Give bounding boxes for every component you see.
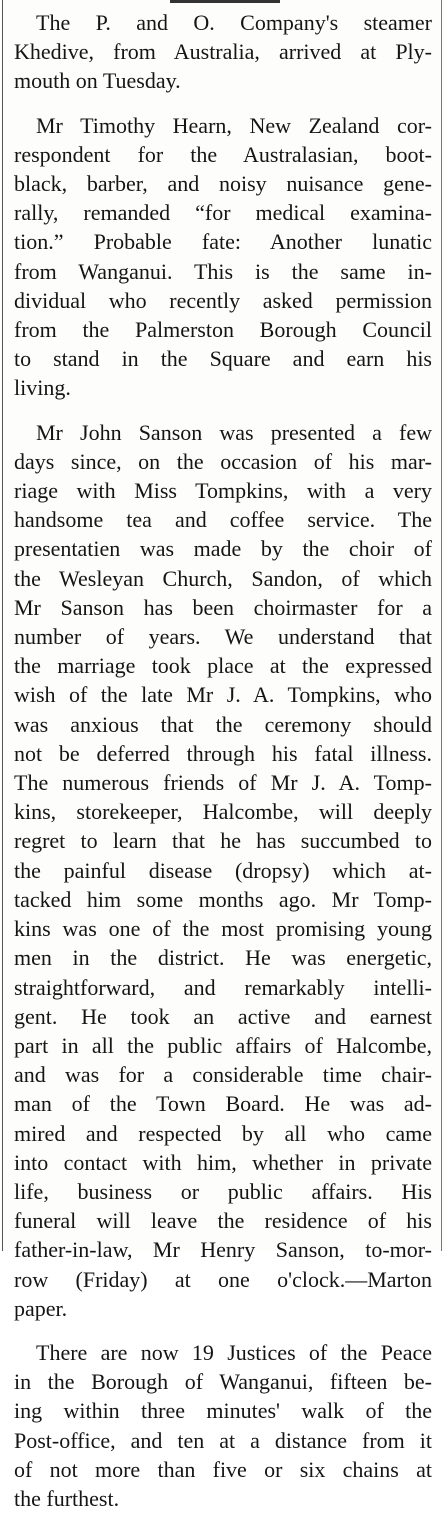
text-line: row (Friday) at one o'clock.—Marton (14, 1266, 432, 1292)
text-line: ing within three minutes' walk of the (14, 1398, 432, 1424)
text-line: funeral will leave the residence of his (14, 1208, 432, 1234)
text-line: tacked him some months ago. Mr Tomp- (14, 886, 432, 912)
text-line: tion.” Probable fate: Another lunatic (14, 229, 432, 255)
text-line: rally, remanded “for medical examina- (14, 200, 432, 226)
text-line: wish of the late Mr J. A. Tompkins, who (14, 682, 432, 708)
text-line: mired and respected by all who came (14, 1120, 432, 1146)
paragraph-hearn (14, 111, 432, 403)
text-line: days since, on the occasion of his mar- (14, 448, 432, 474)
text-line: straightforward, and remarkably intelli- (14, 974, 432, 1000)
text-line: black, barber, and noisy nuisance gene- (14, 171, 432, 197)
text-line: not be deferred through his fatal illness. (14, 740, 432, 766)
text-line: men in the district. He was energetic, (14, 945, 432, 971)
top-separator-rule (170, 0, 280, 3)
text-line: in the Borough of Wanganui, fifteen be- (14, 1369, 432, 1395)
text-line: Khedive, from Australia, arrived at Ply- (14, 39, 432, 65)
text-line: Mr Timothy Hearn, New Zealand cor- (36, 112, 432, 138)
text-line: gent. He took an active and earnest (14, 1003, 432, 1029)
text-line: paper. (14, 1295, 68, 1321)
text-line: Post-office, and ten at a distance from it (14, 1427, 432, 1453)
left-column-rule (2, 0, 3, 1251)
text-line: life, business or public affairs. His (14, 1178, 432, 1204)
text-line: The P. and O. Company's steamer (36, 10, 432, 35)
text-line: There are now 19 Justices of the Peace (36, 1339, 432, 1365)
right-column-rule (441, 0, 442, 1251)
text-line: Mr John Sanson was presented a few (36, 419, 432, 445)
text-line: presentatien was made by the choir of (14, 536, 432, 562)
text-line: into contact with him, whether in private (14, 1149, 432, 1175)
text-line: from Wanganui. This is the same in- (14, 258, 432, 284)
text-line: the furthest. (14, 1485, 120, 1511)
text-line: dividual who recently asked permission (14, 287, 432, 313)
text-line: the painful disease (dropsy) which at- (14, 857, 432, 883)
text-line: of not more than five or six chains at (14, 1456, 432, 1482)
text-line: to stand in the Square and earn his (14, 346, 432, 372)
text-line: The numerous friends of Mr J. A. Tomp- (14, 770, 432, 796)
text-line: the marriage took place at the expressed (14, 653, 432, 679)
text-line: man of the Town Board. He was ad- (14, 1091, 432, 1117)
text-line: kins, storekeeper, Halcombe, will deeply (14, 799, 432, 825)
text-line: from the Palmerston Borough Council (14, 317, 432, 343)
paragraph-khedive (14, 8, 432, 96)
text-line: was anxious that the ceremony should (14, 711, 432, 737)
text-line: the Wesleyan Church, Sandon, of which (14, 565, 432, 591)
text-line: mouth on Tuesday. (14, 68, 181, 94)
text-line: father-in-law, Mr Henry Sanson, to-mor- (14, 1237, 432, 1263)
paragraph-sanson (14, 418, 432, 1323)
text-line: kins was one of the most promising young (14, 916, 432, 942)
article-column (14, 8, 432, 1528)
text-line: riage with Miss Tompkins, with a very (14, 478, 432, 504)
paragraph-justices (14, 1338, 432, 1513)
text-line: respondent for the Australasian, boot- (14, 141, 432, 167)
text-line: regret to learn that he has succumbed to (14, 828, 432, 854)
text-line: number of years. We understand that (14, 624, 432, 650)
text-line: Mr Sanson has been choirmaster for a (14, 594, 432, 620)
text-line: handsome tea and coffee service. The (14, 507, 432, 533)
text-line: living. (14, 375, 71, 401)
text-line: and was for a considerable time chair- (14, 1062, 432, 1088)
text-line: part in all the public affairs of Halcombe, (14, 1032, 432, 1058)
